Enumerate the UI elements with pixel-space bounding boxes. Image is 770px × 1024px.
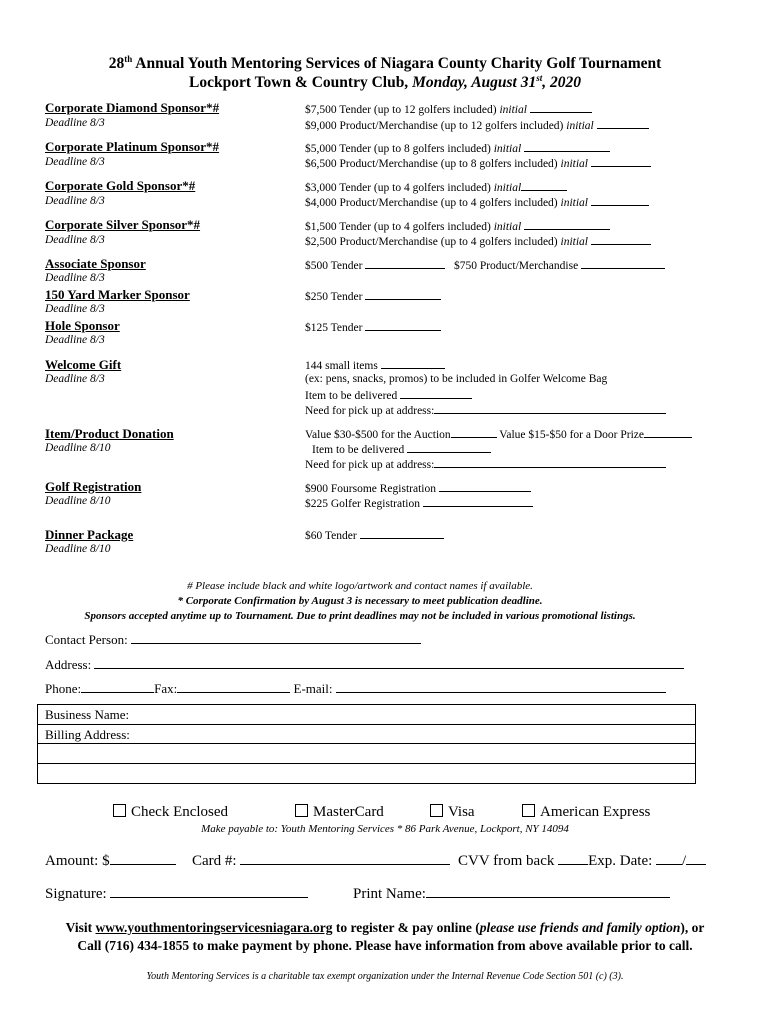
golf-registration-title: Golf Registration <box>45 479 142 494</box>
title-sup: th <box>124 54 133 64</box>
exp-month-line[interactable] <box>656 851 682 865</box>
tax-exempt-note: Youth Mentoring Services is a charitable tax exempt organization under the Internal Revenue Code Section 501 (c) (3). <box>146 971 624 982</box>
amex-checkbox[interactable] <box>522 804 535 817</box>
venue: Lockport Town & Country Club, <box>188 74 413 91</box>
platinum-sponsor-title: Corporate Platinum Sponsor*# <box>45 139 220 154</box>
foursome-option[interactable]: $900 Foursome Registration <box>305 481 531 495</box>
diamond-option-tender[interactable]: $7,500 Tender (up to 12 golfers included) initial <box>305 102 592 116</box>
amount-line[interactable] <box>439 481 531 492</box>
visa-checkbox[interactable] <box>430 804 443 817</box>
business-name-row[interactable]: Business Name: <box>38 705 695 725</box>
amount-line[interactable] <box>381 358 445 369</box>
donation-title: Item/Product Donation <box>45 426 174 441</box>
welcome-gift-title: Welcome Gift <box>45 357 122 372</box>
platinum-option-tender[interactable]: $5,000 Tender (up to 8 golfers included) initial <box>305 141 610 155</box>
page-subtitle <box>0 74 770 92</box>
platinum-deadline: Deadline 8/3 <box>45 156 105 168</box>
welcome-gift-deadline: Deadline 8/3 <box>45 373 105 385</box>
payable-to: Make payable to: Youth Mentoring Services * 86 Park Avenue, Lockport, NY 14094 <box>201 823 569 835</box>
golfer-option[interactable]: $225 Golfer Registration <box>305 496 533 510</box>
associate-options[interactable]: $500 Tender $750 Product/Merchandise <box>305 258 665 272</box>
date-sup: st <box>536 73 543 83</box>
website-link[interactable]: www.youthmentoringservicesniagara.org <box>95 920 333 935</box>
amount-line[interactable] <box>365 258 445 269</box>
golf-registration-deadline: Deadline 8/10 <box>45 495 111 507</box>
delivered-line[interactable] <box>400 388 472 399</box>
contact-person-field[interactable]: Contact Person: <box>45 632 421 648</box>
amex-option[interactable]: American Express <box>522 804 650 821</box>
associate-sponsor-title: Associate Sponsor <box>45 256 146 271</box>
silver-sponsor-title: Corporate Silver Sponsor*# <box>45 217 201 232</box>
print-name-line[interactable] <box>426 884 670 898</box>
mastercard-option[interactable]: MasterCard <box>295 804 384 821</box>
blank-row[interactable] <box>38 764 695 784</box>
initial-line[interactable] <box>591 234 651 245</box>
note-confirmation: * Corporate Confirmation by August 3 is necessary to meet publication deadline. <box>177 595 543 607</box>
address-line[interactable] <box>94 658 684 669</box>
donation-delivered[interactable]: Item to be delivered <box>312 442 491 456</box>
note-logo: # Please include black and white logo/artwork and contact names if available. <box>187 580 533 592</box>
event-year: , 2020 <box>542 74 582 91</box>
welcome-delivered[interactable]: Item to be delivered <box>305 388 472 402</box>
hole-sponsor-title: Hole Sponsor <box>45 318 120 333</box>
address-line[interactable] <box>434 457 666 468</box>
donation-deadline: Deadline 8/10 <box>45 442 111 454</box>
amount-line[interactable] <box>581 258 665 269</box>
cvv-exp-field[interactable]: CVV from back Exp. Date: / <box>458 851 706 870</box>
signature-line[interactable] <box>110 884 308 898</box>
email-line[interactable] <box>336 682 666 693</box>
silver-option-tender[interactable]: $1,500 Tender (up to 4 golfers included) initial <box>305 219 610 233</box>
yard-marker-option[interactable]: $250 Tender <box>305 289 441 303</box>
phone-fax-email-field[interactable]: Phone: Fax: E-mail: <box>45 681 666 697</box>
silver-option-product[interactable]: $2,500 Product/Merchandise (up to 4 golfers included) initial <box>305 234 651 248</box>
print-name-field[interactable]: Print Name: <box>353 884 670 903</box>
title-text: Annual Youth Mentoring Services of Niagara County Charity Golf Tournament <box>132 55 662 72</box>
footer-visit: Visit www.youthmentoringservicesniagara.org to register & pay online (please use friends and family option), or <box>65 920 705 935</box>
dinner-option[interactable]: $60 Tender <box>305 528 444 542</box>
billing-address-row[interactable]: Billing Address: <box>38 725 695 745</box>
welcome-items[interactable]: 144 small items <box>305 358 445 372</box>
page-title <box>0 55 770 73</box>
initial-line[interactable] <box>524 141 610 152</box>
initial-line[interactable] <box>597 118 649 129</box>
gold-sponsor-title: Corporate Gold Sponsor*# <box>45 178 196 193</box>
welcome-pickup[interactable]: Need for pick up at address: <box>305 403 666 417</box>
door-prize-line[interactable] <box>644 427 692 438</box>
address-field[interactable]: Address: <box>45 657 684 673</box>
dinner-package-title: Dinner Package <box>45 527 134 542</box>
amount-field[interactable]: Amount: $ <box>45 851 176 870</box>
event-date: Monday, August 31 <box>412 74 537 91</box>
hole-sponsor-option[interactable]: $125 Tender <box>305 320 441 334</box>
amount-line[interactable] <box>365 320 441 331</box>
initial-line[interactable] <box>521 180 567 191</box>
initial-line[interactable] <box>524 219 610 230</box>
signature-field[interactable]: Signature: <box>45 884 308 903</box>
gold-deadline: Deadline 8/3 <box>45 195 105 207</box>
footer-call: Call (716) 434-1855 to make payment by phone. Please have information from above available prior to call. <box>77 938 693 953</box>
amount-line[interactable] <box>365 289 441 300</box>
donation-pickup[interactable]: Need for pick up at address: <box>305 457 666 471</box>
silver-deadline: Deadline 8/3 <box>45 234 105 246</box>
mastercard-checkbox[interactable] <box>295 804 308 817</box>
diamond-option-product[interactable]: $9,000 Product/Merchandise (up to 12 golfers included) initial <box>305 118 649 132</box>
initial-line[interactable] <box>591 156 651 167</box>
check-enclosed-checkbox[interactable] <box>113 804 126 817</box>
initial-line[interactable] <box>530 102 592 113</box>
visa-option[interactable]: Visa <box>430 804 475 821</box>
card-number-field[interactable]: Card #: <box>192 851 450 870</box>
hole-sponsor-deadline: Deadline 8/3 <box>45 334 105 346</box>
welcome-description: (ex: pens, snacks, promos) to be included in Golfer Welcome Bag <box>305 373 608 385</box>
gold-option-tender[interactable]: $3,000 Tender (up to 4 golfers included) initial <box>305 180 567 194</box>
auction-line[interactable] <box>451 427 497 438</box>
title-number: 28 <box>108 55 125 72</box>
fax-line[interactable] <box>177 682 290 693</box>
associate-deadline: Deadline 8/3 <box>45 272 105 284</box>
cvv-line[interactable] <box>558 851 588 865</box>
dinner-package-deadline: Deadline 8/10 <box>45 543 111 555</box>
amount-line[interactable] <box>110 851 176 865</box>
card-number-line[interactable] <box>240 851 450 865</box>
delivered-line[interactable] <box>407 442 491 453</box>
donation-values[interactable]: Value $30-$500 for the Auction Value $15-$50 for a Door Prize <box>305 427 692 441</box>
diamond-deadline: Deadline 8/3 <box>45 117 105 129</box>
address-line[interactable] <box>434 403 666 414</box>
business-info-box <box>37 704 696 784</box>
contact-person-line[interactable] <box>131 633 421 644</box>
blank-row[interactable] <box>38 744 695 764</box>
exp-year-line[interactable] <box>686 851 706 865</box>
platinum-option-product[interactable]: $6,500 Product/Merchandise (up to 8 golfers included) initial <box>305 156 651 170</box>
yard-marker-title: 150 Yard Marker Sponsor <box>45 287 190 302</box>
note-deadlines: Sponsors accepted anytime up to Tournament. Due to print deadlines may not be included in various promotional listings. <box>84 610 636 622</box>
phone-line[interactable] <box>81 682 154 693</box>
diamond-sponsor-title: Corporate Diamond Sponsor*# <box>45 100 220 115</box>
yard-marker-deadline: Deadline 8/3 <box>45 303 105 315</box>
amount-line[interactable] <box>360 528 444 539</box>
initial-line[interactable] <box>591 195 649 206</box>
gold-option-product[interactable]: $4,000 Product/Merchandise (up to 4 golfers included) initial <box>305 195 649 209</box>
amount-line[interactable] <box>423 496 533 507</box>
check-enclosed-option[interactable]: Check Enclosed <box>113 804 228 821</box>
